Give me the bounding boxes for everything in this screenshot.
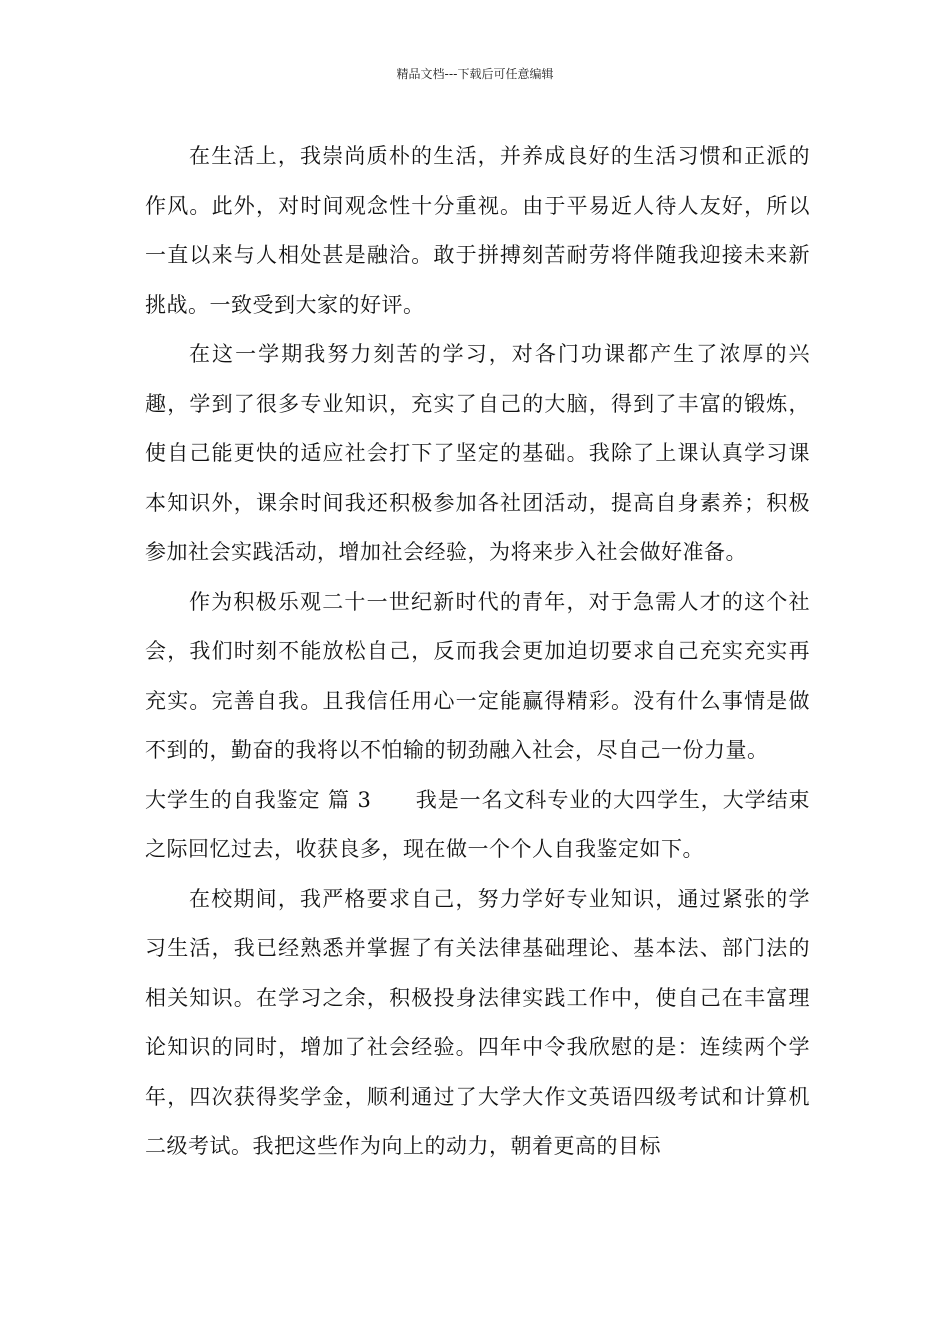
section-title: 大学生的自我鉴定 篇 3 bbox=[145, 787, 372, 812]
section-lead: 我是一名文科专业的大四学生，大学结束之际回忆过去，收获良多，现在做一个个人自我鉴定如下。 bbox=[145, 787, 810, 861]
page-header: 精品文档---下载后可任意编辑 bbox=[396, 67, 554, 81]
paragraph-youth: 作为积极乐观二十一世纪新时代的青年，对于急需人才的这个社会，我们时刻不能放松自己，反而我会更加迫切要求自己充实充实再充实。完善自我。且我信任用心一定能赢得精彩。没有什么事情是做不到的，勤奋的我将以不怕输的韧劲融入社会，尽自己一份力量。 bbox=[145, 589, 810, 762]
paragraph-life: 在生活上，我崇尚质朴的生活，并养成良好的生活习惯和正派的作风。此外，对时间观念性十分重视。由于平易近人待人友好，所以一直以来与人相处甚是融洽。敢于拼搏刻苦耐劳将伴随我迎接未来新挑战。一致受到大家的好评。 bbox=[145, 144, 810, 317]
document-body bbox=[145, 132, 810, 1172]
section-heading-line bbox=[145, 776, 810, 875]
paragraph-study: 在这一学期我努力刻苦的学习，对各门功课都产生了浓厚的兴趣，学到了很多专业知识，充实了自己的大脑，得到了丰富的锻炼，使自己能更快的适应社会打下了坚定的基础。我除了上课认真学习课本知识外，课余时间我还积极参加各社团活动，提高自身素养；积极参加社会实践活动，增加社会经验，为将来步入社会做好准备。 bbox=[145, 342, 810, 564]
paragraph-school: 在校期间，我严格要求自己，努力学好专业知识，通过紧张的学习生活，我已经熟悉并掌握了有关法律基础理论、基本法、部门法的相关知识。在学习之余，积极投身法律实践工作中，使自己在丰富理论知识的同时，增加了社会经验。四年中令我欣慰的是：连续两个学年，四次获得奖学金，顺利通过了大学大作文英语四级考试和计算机二级考试。我把这些作为向上的动力，朝着更高的目标 bbox=[145, 886, 810, 1158]
